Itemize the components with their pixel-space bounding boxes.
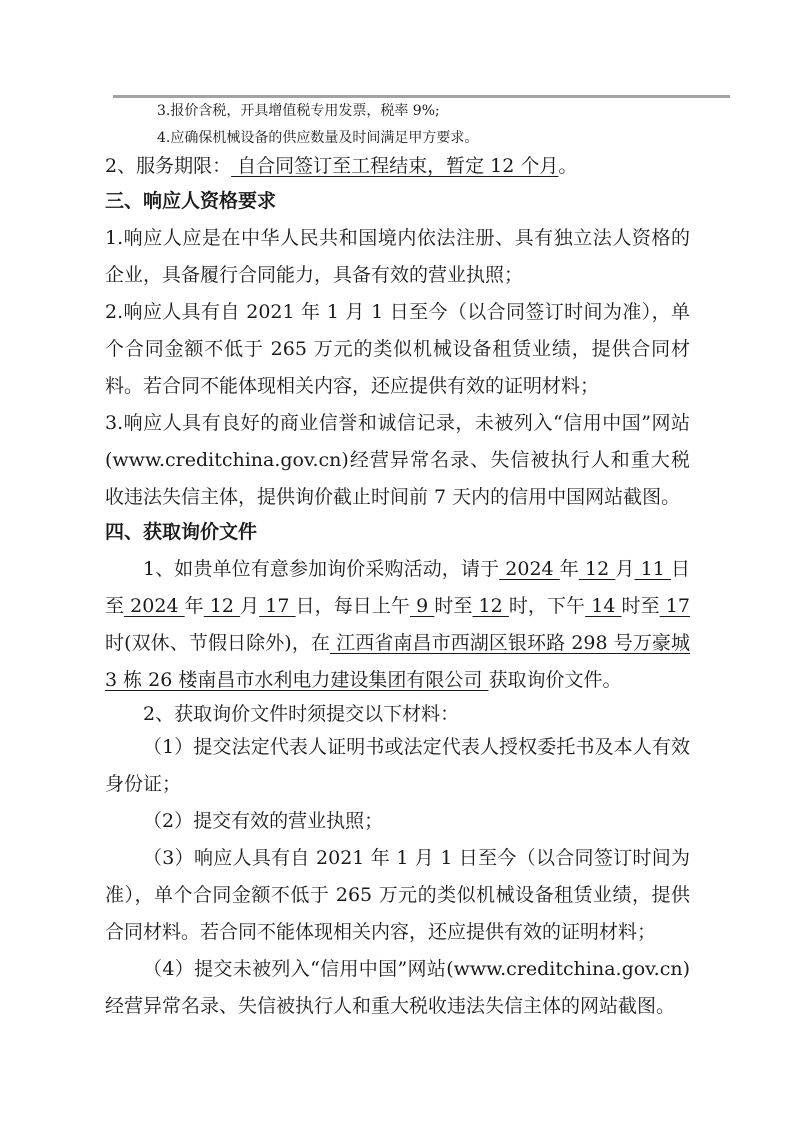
material-item-1: （1）提交法定代表人证明书或法定代表人授权委托书及本人有效身份证；: [105, 736, 690, 795]
qualification-item-3: 3.响应人具有良好的商业信誉和诚信记录，未被列入“信用中国”网站(www.creditchina.gov.cn)经营异常名录、失信被执行人和重大税收违法失信主体，提供询价截止时间前 7 天内的信用中国网站截图。: [105, 412, 690, 508]
material-item-4: （4）提交未被列入“信用中国”网站(www.creditchina.gov.cn)经营异常名录、失信被执行人和重大税收违法失信主体的网站截图。: [105, 958, 690, 1017]
section-heading-obtain-documents: 四、获取询价文件: [105, 521, 258, 543]
text-run: 时至: [621, 595, 660, 617]
clause-item-3: 3.报价含税，开具增值税专用发票，税率 9%;: [157, 103, 440, 119]
material-item-2: （2）提交有效的营业执照；: [143, 810, 384, 832]
text-run: 月: [615, 558, 635, 580]
underlined-fill-in: 2024: [499, 558, 560, 580]
text-run: 2、服务期限：: [105, 155, 232, 177]
text-run: 获取询价文件。: [488, 669, 622, 691]
underlined-fill-in: 9: [410, 595, 435, 617]
service-period-line: [105, 148, 690, 185]
text-run: 时至: [434, 595, 473, 617]
material-item-3: （3）响应人具有自 2021 年 1 月 1 日至今（以合同签订时间为准），单个合同金额不低于 265 万元的类似机械设备租赁业绩，提供合同材料。若合同不能体现相关内容，还应提供有效的证明材料；: [105, 847, 690, 943]
qualification-item-2: 2.响应人具有自 2021 年 1 月 1 日至今（以合同签订时间为准），单个合同金额不低于 265 万元的类似机械设备租赁业绩，提供合同材料。若合同不能体现相关内容，还应提供有效的证明材料；: [105, 301, 690, 397]
text-run: 时(双休、节假日除外)，在: [105, 632, 330, 654]
underlined-fill-in: 17: [259, 595, 296, 617]
text-run: 日，每日上午: [295, 595, 410, 617]
obtain-documents-paragraph: [105, 551, 690, 699]
section-heading-qualification: 三、响应人资格要求: [105, 190, 277, 212]
underlined-fill-in: 12: [203, 595, 241, 617]
text-run: 时，下午: [508, 595, 586, 617]
text-run: 日至: [105, 558, 690, 617]
underlined-fill-in: 11: [634, 558, 671, 580]
qualification-item-1: 1.响应人应是在中华人民共和国境内依法注册、具有独立法人资格的企业，具备履行合同能力，具备有效的营业执照；: [105, 227, 690, 286]
text-run: 年: [559, 558, 579, 580]
materials-intro-line: 2、获取询价文件时须提交以下材料：: [143, 703, 460, 725]
text-run: 1、如贵单位有意参加询价采购活动，请于: [143, 558, 500, 580]
underlined-fill-in: 自合同签订至工程结束，暂定 12 个月: [231, 155, 559, 177]
underlined-fill-in: 2024: [124, 595, 185, 617]
clause-item-4: 4.应确保机械设备的供应数量及时间满足甲方要求。: [157, 130, 479, 146]
document-body: [105, 98, 690, 1025]
underlined-fill-in: 14: [585, 595, 622, 617]
text-run: 年: [184, 595, 204, 617]
text-run: 月: [240, 595, 260, 617]
text-run: 。: [558, 155, 578, 177]
underlined-fill-in: 江西省南昌市西湖区银环路 298 号万豪城 3 栋 26 楼南昌市水利电力建设集团有限公司: [105, 632, 690, 691]
underlined-fill-in: 12: [578, 558, 616, 580]
underlined-fill-in: 17: [659, 595, 690, 617]
underlined-fill-in: 12: [472, 595, 509, 617]
